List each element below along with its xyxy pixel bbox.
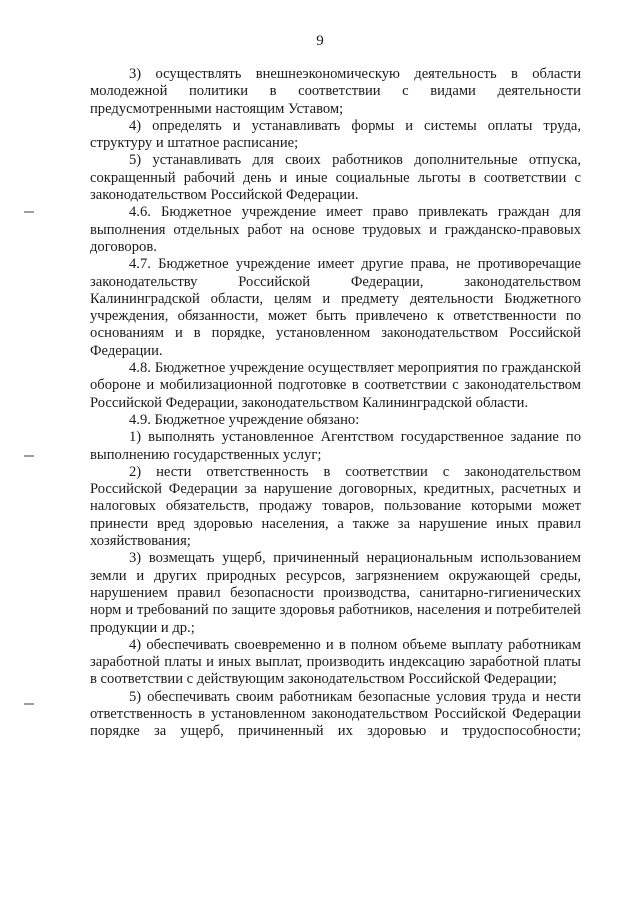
paragraph-clause-4-8: 4.8. Бюджетное учреждение осуществляет мероприятия по гражданской обороне и мобилизационной подготовке в соответствии с законодательством Российской Федерации, законодательством Калининградской области. <box>90 360 581 411</box>
paragraph-duty-2-responsibility: 2) нести ответственность в соответствии с законодательством Российской Федерации за нарушение договорных, кредитных, расчетных и налоговых обязательств, продажу товаров, пользование которыми может принести вред здоровью населения, а также за нарушение иных правил хозяйствования; <box>90 463 581 550</box>
margin-scan-mark <box>24 455 34 457</box>
margin-scan-mark <box>24 703 34 705</box>
paragraph-duty-4-wage-payment: 4) обеспечивать своевременно и в полном объеме выплату работникам заработной платы и иных выплат, производить индексацию заработной платы в соответствии с действующим законодательством Российской Федерации; <box>90 636 581 688</box>
paragraph-clause-4-9: 4.9. Бюджетное учреждение обязано: <box>129 411 360 428</box>
paragraph-clause-4-7: 4.7. Бюджетное учреждение имеет другие права, не противоречащие законодательству Российской Федерации, законодательством Калининградской области, целям и предмету деятельности Бюджетного учреждения, обязанности, может быть привлечено к ответственности по основаниям и в порядке, установленном законодательством Российской Федерации. <box>90 256 581 359</box>
paragraph-duty-5-safe-conditions: 5) обеспечивать своим работникам безопасные условия труда и нести ответственность в установленном законодательством Российской Федерации порядке за ущерб, причиненный их здоровью и трудоспособности; <box>90 688 581 740</box>
paragraph-item-5-social-benefits: 5) устанавливать для своих работников дополнительные отпуска, сокращенный рабочий день и иные социальные льготы в соответствии с законодательством Российской Федерации. <box>90 152 581 204</box>
margin-scan-mark <box>24 211 34 213</box>
paragraph-duty-3-damage-compensation: 3) возмещать ущерб, причиненный нерациональным использованием земли и других природных ресурсов, загрязнением окружающей среды, нарушением правил безопасности производства, санитарно-гигиенических норм и требований по защите здоровья работников, населения и потребителей продукции и др.; <box>90 550 581 636</box>
document-body <box>90 66 581 741</box>
paragraph-item-3-foreign-activity: 3) осуществлять внешнеэкономическую деятельность в области молодежной политики в соответствии с видами деятельности предусмотренными настоящим Уставом; <box>90 66 581 117</box>
paragraph-clause-4-6: 4.6. Бюджетное учреждение имеет право привлекать граждан для выполнения отдельных работ на основе трудовых и гражданско-правовых договоров. <box>90 204 581 255</box>
page-number: 9 <box>316 33 324 49</box>
paragraph-item-4-payment-forms: 4) определять и устанавливать формы и системы оплаты труда, структуру и штатное расписание; <box>90 117 581 152</box>
paragraph-duty-1-state-task: 1) выполнять установленное Агентством государственное задание по выполнению государственных услуг; <box>90 429 581 463</box>
